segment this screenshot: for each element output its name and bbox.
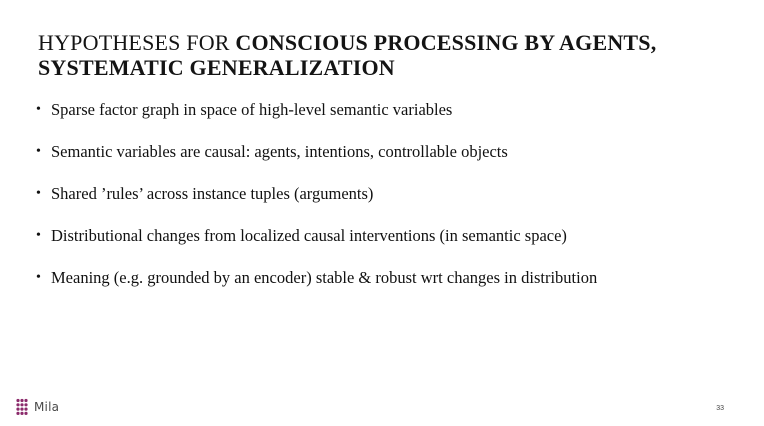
title-prefix: HYPOTHESES FOR — [38, 30, 236, 55]
bullet-item — [36, 141, 736, 162]
mila-logo-text: Mila — [34, 400, 60, 414]
bullet-marker: • — [36, 270, 41, 285]
bullet-text: Distributional changes from localized causal interventions (in semantic space) — [51, 226, 567, 245]
bullet-item — [36, 183, 736, 204]
page-number: 33 — [716, 405, 724, 412]
mila-logo-icon — [15, 398, 29, 416]
bullet-marker: • — [36, 144, 41, 159]
bullet-text: Semantic variables are causal: agents, intentions, controllable objects — [51, 142, 508, 161]
bullet-item — [36, 267, 736, 288]
bullet-text: Shared ’rules’ across instance tuples (arguments) — [51, 184, 374, 203]
bullet-text: Meaning (e.g. grounded by an encoder) stable & robust wrt changes in distribution — [51, 268, 598, 287]
bullet-list — [36, 99, 736, 309]
title-bold-line-1: CONSCIOUS PROCESSING BY AGENTS, — [235, 30, 657, 55]
bullet-marker: • — [36, 228, 41, 243]
bullet-item — [36, 225, 736, 246]
title-bold-line-2: SYSTEMATIC GENERALIZATION — [38, 55, 395, 80]
bullet-text: Sparse factor graph in space of high-level semantic variables — [51, 100, 453, 119]
mila-logo — [15, 398, 59, 416]
bullet-item — [36, 99, 736, 120]
slide-title — [38, 30, 738, 80]
bullet-marker: • — [36, 186, 41, 201]
bullet-marker: • — [36, 102, 41, 117]
